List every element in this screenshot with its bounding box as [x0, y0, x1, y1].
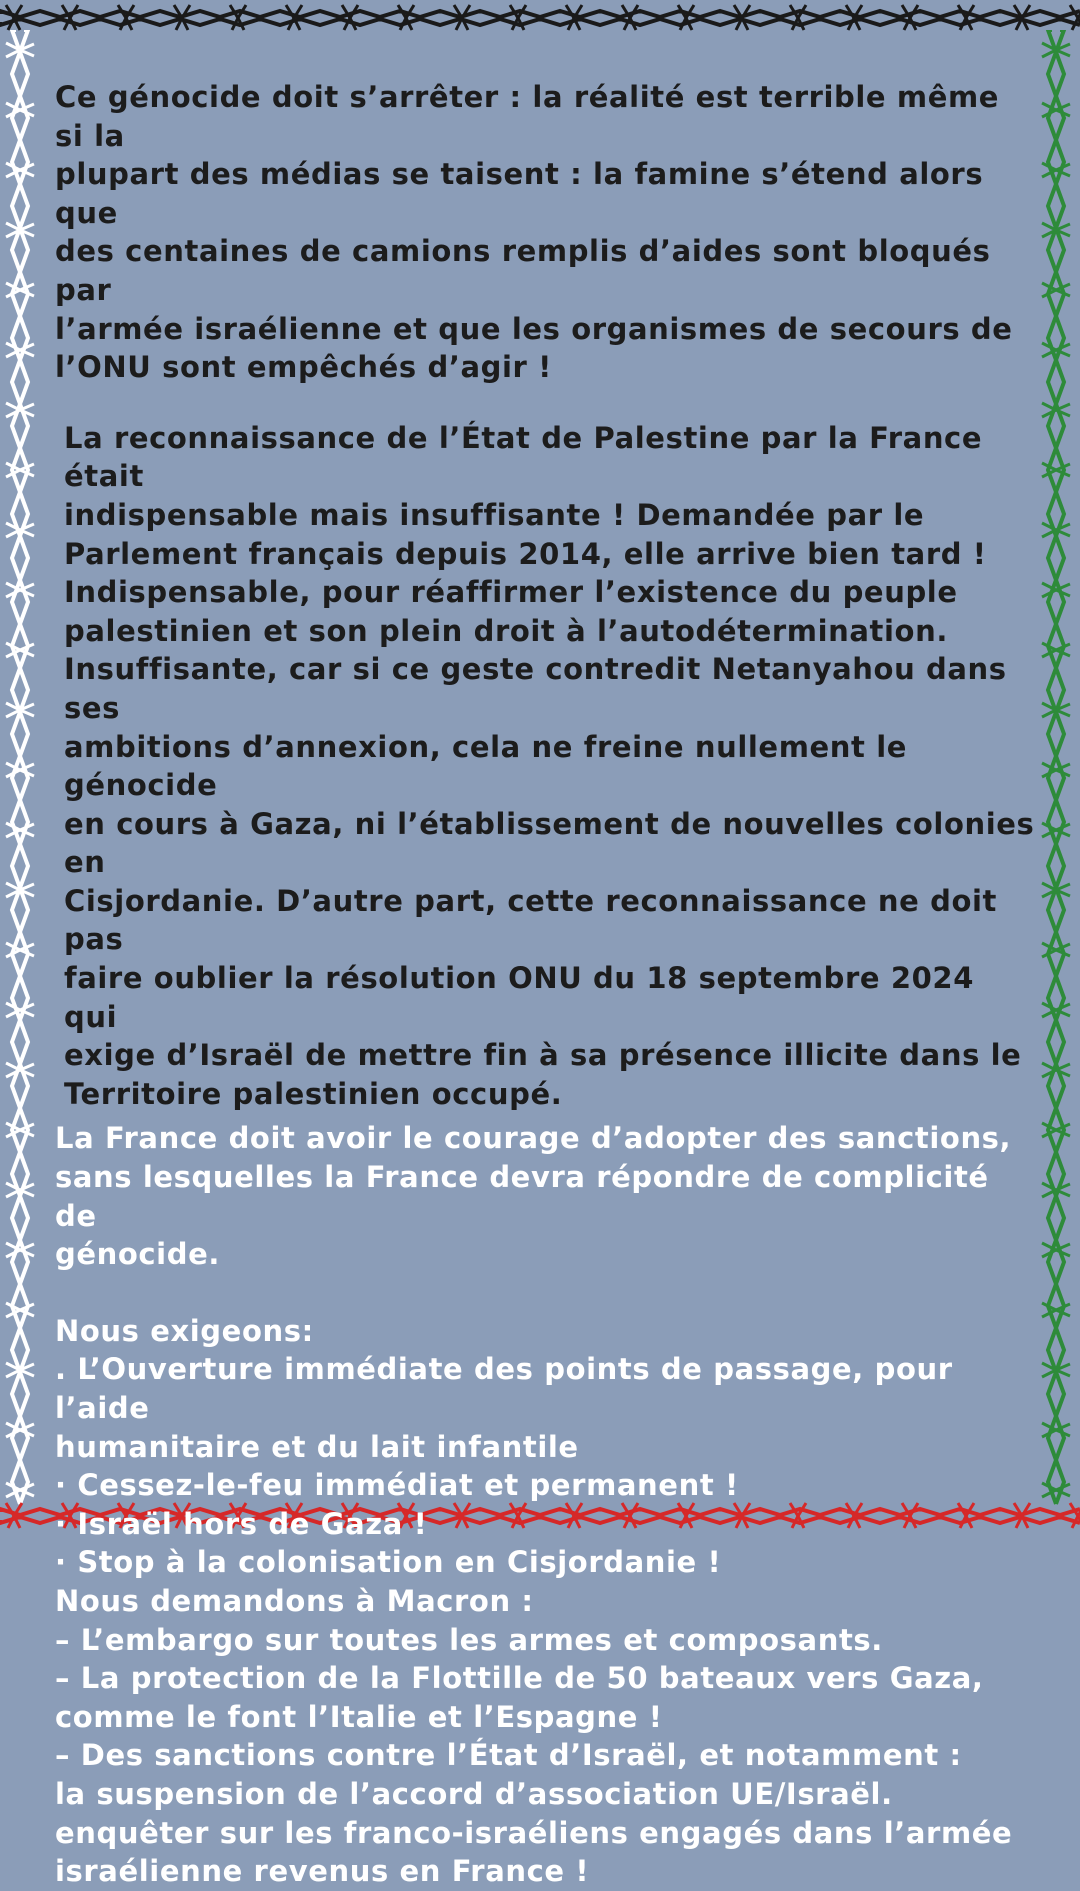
demand-item: · Cessez-le-feu immédiat et permanent ! [55, 1468, 739, 1503]
paragraph-genocide: Ce génocide doit s’arrêter : la réalité est terrible même si la plupart des médias se taisent : la famine s’étend alors que des centaines de camions remplis d’aides sont bloqués par l’armée israélienne et que les organismes de secours de l’ONU sont empêchés d’agir ! [55, 80, 1013, 385]
paragraph-recognition: La reconnaissance de l’État de Palestine par la France était indispensable mais insuffisante ! Demandée par le Parlement français depuis 2014, elle arrive bien tard ! Indispensable, pour réaffirmer l’existence du peuple palestinien et son plein droit à l’autodétermination. Insuffisante, car si ce geste contredit Netanyahou dans ses ambitions d’annexion, cela ne freine nullement le génocide en cours à Gaza, ni l’établissement de nouvelles colonies en Cisjordanie. D’autre part, cette reconnaissance ne doit pas faire oublier la résolution ONU du 18 septembre 2024 qui exige d’Israël de mettre fin à sa présence illicite dans le Territoire palestinien occupé. [64, 420, 1035, 1111]
demand-item: · Stop à la colonisation en Cisjordanie ! [55, 1545, 722, 1580]
macron-demand-item: – La protection de la Flottille de 50 bateaux vers Gaza, comme le font l’Italie et l’Espagne ! [55, 1661, 984, 1734]
barbed-wire-left-border-icon [0, 30, 48, 1506]
demands-section [55, 1312, 1035, 1891]
demand-item: . L’Ouverture immédiate des points de passage, pour l’aide humanitaire et du lait infantile [55, 1352, 953, 1464]
tract-body [55, 78, 1035, 1891]
demand-item: · Israël hors de Gaza ! [55, 1506, 428, 1541]
macron-demand-item: – Des sanctions contre l’État d’Israël, et notamment : la suspension de l’accord d’association UE/Israël. enquêter sur les franco-israéliens engagés dans l’armée israélienne revenus en France ! [55, 1738, 1013, 1889]
macron-heading: Nous demandons à Macron : [55, 1583, 534, 1618]
paragraph-sanctions: La France doit avoir le courage d’adopter des sanctions, sans lesquelles la France devra répondre de complicité de génocide. [55, 1121, 1012, 1272]
barbed-wire-top-border-icon [0, 0, 1080, 40]
demands-heading: Nous exigeons: [55, 1313, 314, 1348]
barbed-wire-right-border-icon [1030, 30, 1080, 1506]
macron-demand-item: – L’embargo sur toutes les armes et composants. [55, 1622, 883, 1657]
